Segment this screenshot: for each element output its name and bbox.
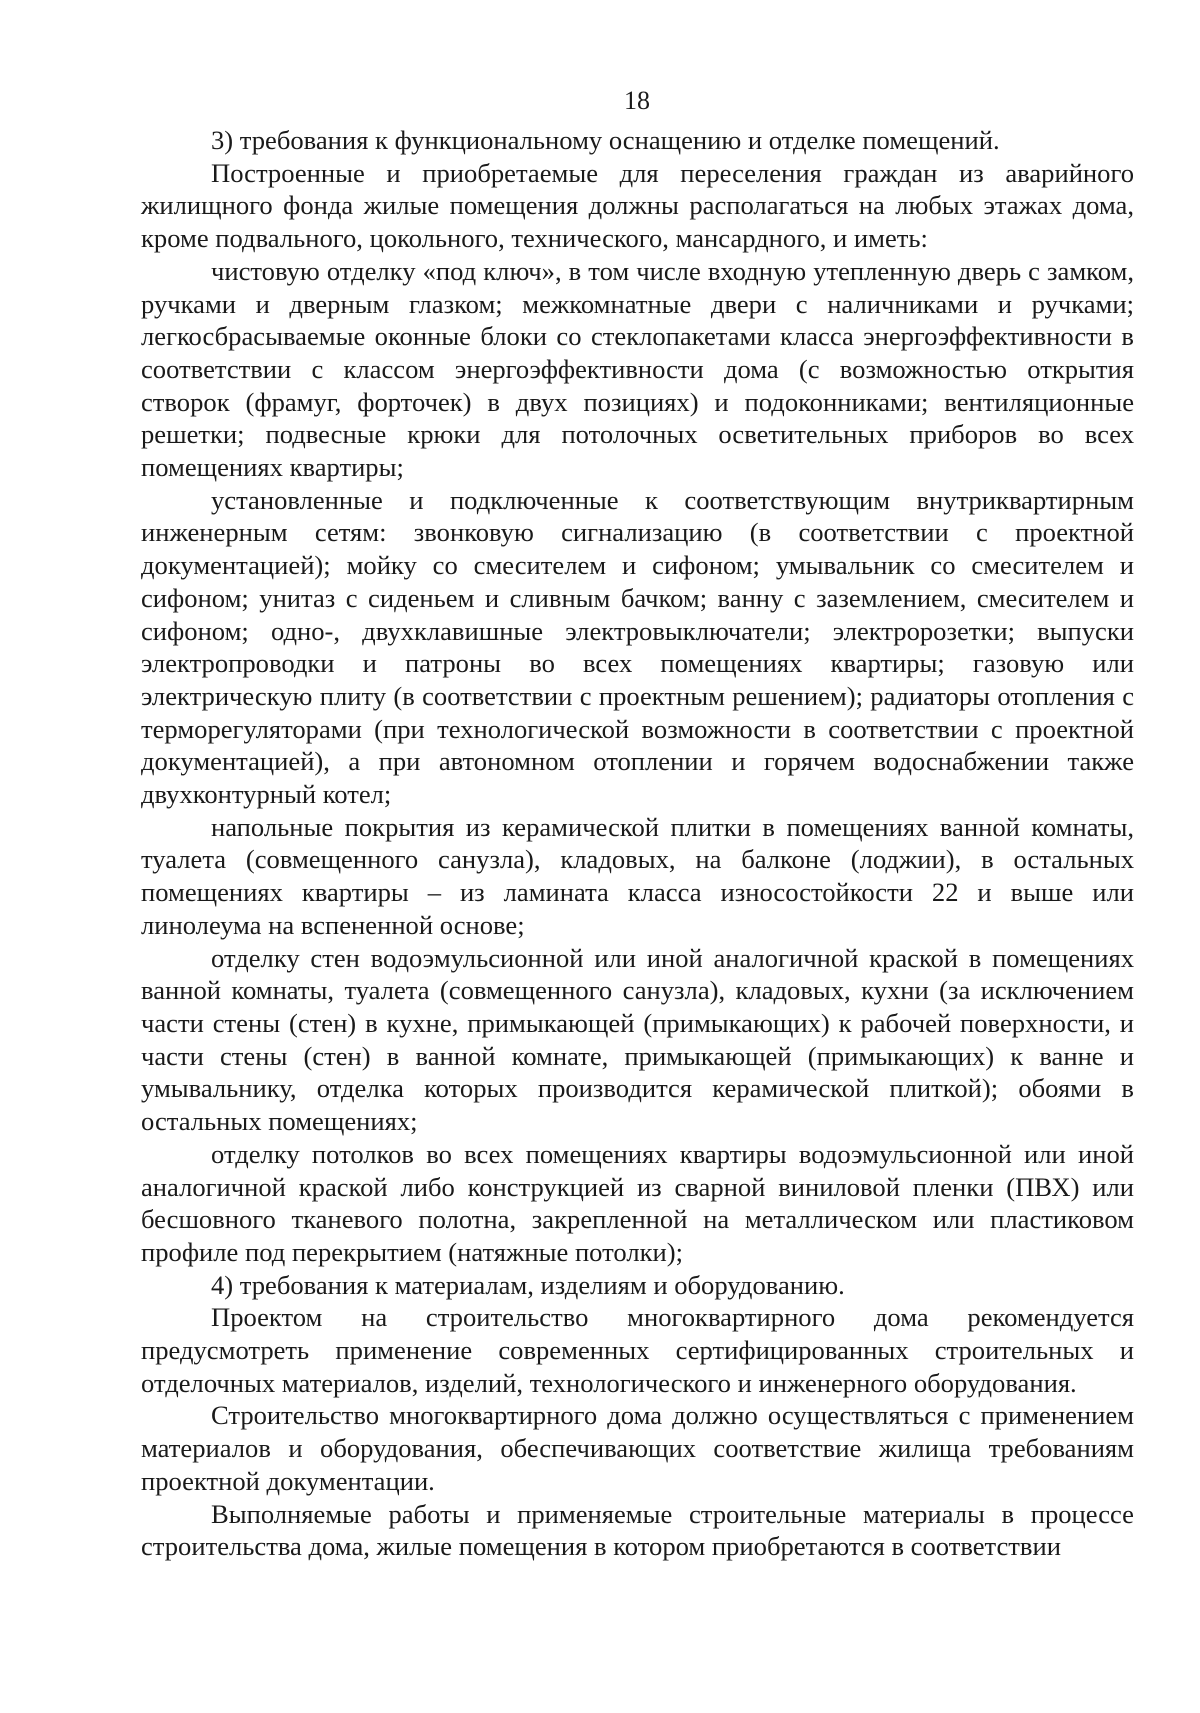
paragraph-finishing-turnkey: чистовую отделку «под ключ», в том числе входную утепленную дверь с замком, ручками и дверным глазком; межкомнатные двери с наличниками и ручками; легкосбрасываемые оконные блоки со стеклопакетами класса энергоэффективности в соответствии с классом энергоэффективности дома (с возможностью открытия створок (фрамуг, форточек) в двух позициях) и подоконниками; вентиляционные решетки; подвесные крюки для потолочных осветительных приборов во всех помещениях квартиры; <box>141 255 1134 483</box>
page-number: 18 <box>624 86 650 115</box>
paragraph-installed-equipment: установленные и подключенные к соответствующим внутриквартирным инженерным сетям: звонковую сигнализацию (в соответствии с проектной документацией); мойку со смесителем и сифоном; умывальник со смесителем и сифоном; унитаз с сиденьем и сливным бачком; ванну с заземлением, смесителем и сифоном; одно-, двухклавишные электровыключатели; электророзетки; выпуски электропроводки и патроны во всех помещениях квартиры; газовую или электрическую плиту (в соответствии с проектным решением); радиаторы отопления с терморегуляторами (при технологической возможности в соответствии с проектной документацией), а при автономном отоплении и горячем водоснабжении также двухконтурный котел; <box>141 484 1134 810</box>
paragraph-requirements-3-heading: 3) требования к функциональному оснащению и отделке помещений. <box>211 125 1000 155</box>
paragraph-wall-finishing: отделку стен водоэмульсионной или иной аналогичной краской в помещениях ванной комнаты, туалета (совмещенного санузла), кладовых, кухни (за исключением части стены (стен) в кухне, примыкающей (примыкающих) к рабочей поверхности, и части стены (стен) в ванной комнате, примыкающей (примыкающих) к ванне и умывальнику, отделка которых производится керамической плиткой); обоями в остальных помещениях; <box>141 942 1134 1137</box>
paragraph-works-performed: Выполняемые работы и применяемые строительные материалы в процессе строительства дома, жилые помещения в котором приобретаются в соответствии <box>141 1498 1134 1562</box>
paragraph-requirements-4-heading: 4) требования к материалам, изделиям и оборудованию. <box>211 1269 845 1300</box>
document-body <box>141 124 1134 1563</box>
paragraph-housing-location: Построенные и приобретаемые для переселения граждан из аварийного жилищного фонда жилые помещения должны располагаться на любых этажах дома, кроме подвального, цокольного, технического, мансардного, и иметь: <box>141 157 1134 254</box>
paragraph-project-materials: Проектом на строительство многоквартирного дома рекомендуется предусмотреть применение современных сертифицированных строительных и отделочных материалов, изделий, технологического и инженерного оборудования. <box>141 1302 1134 1398</box>
paragraph-construction-materials: Строительство многоквартирного дома должно осуществляться с применением материалов и оборудования, обеспечивающих соответствие жилища требованиям проектной документации. <box>141 1400 1134 1496</box>
paragraph-floor-coverings: напольные покрытия из керамической плитки в помещениях ванной комнаты, туалета (совмещенного санузла), кладовых, на балконе (лоджии), в остальных помещениях квартиры – из ламината класса износостойкости 22 и выше или линолеума на вспененной основе; <box>141 811 1134 940</box>
paragraph-ceiling-finishing: отделку потолков во всех помещениях квартиры водоэмульсионной или иной аналогичной краской либо конструкцией из сварной виниловой пленки (ПВХ) или бесшовного тканевого полотна, закрепленной на металлическом или пластиковом профиле под перекрытием (натяжные потолки); <box>141 1138 1134 1267</box>
